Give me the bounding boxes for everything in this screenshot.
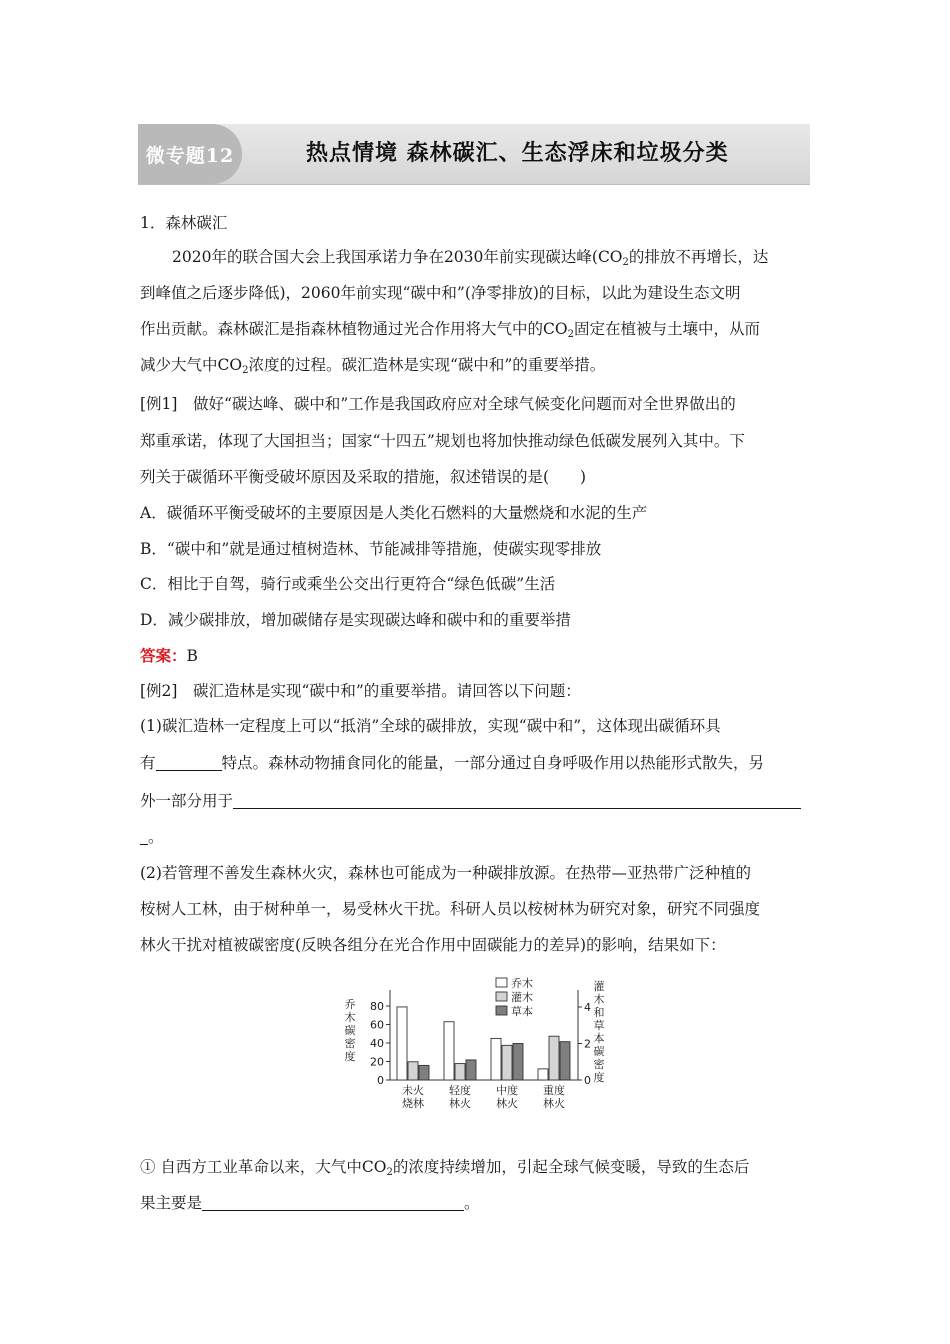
right-axis-label: 碳 [593,1045,605,1058]
legend-label: 草本 [511,1005,533,1018]
example1-line-1: [例1] 做好“碳达峰、碳中和”工作是我国政府应对全球气候变化问题而对全世界做出的 [140,395,736,413]
bar-草本 [419,1065,429,1080]
option-d: D．减少碳排放，增加碳储存是实现碳达峰和碳中和的重要举措 [140,611,571,629]
bar-乔木 [444,1022,454,1080]
answer-blank[interactable] [233,792,801,809]
right-axis-label: 灌 [593,980,605,993]
carbon-density-chart [330,970,620,1120]
intro-line-4: 减少大气中$CO_2$浓度的过程。碳汇造林是实现“碳中和”的重要举措。 [140,356,606,376]
right-tick-label: 4 [584,1001,591,1014]
question2-line-2: 桉树人工林，由于树种单一，易受林火干扰。科研人员以桉树林为研究对象，研究不同强度 [140,900,761,918]
question2-line-3: 林火干扰对植被碳密度(反映各组分在光合作用中固碳能力的差异)的影响，结果如下： [140,936,726,954]
topic-badge: 微专题12 [138,124,242,184]
left-axis-label: 碳 [344,1024,356,1037]
right-axis-label: 本 [593,1032,605,1045]
intro-line-2: 到峰值之后逐步降低)，2060年前实现“碳中和”(净零排放)的目标，以此为建设生态文明 [140,284,741,302]
answer-blank[interactable] [202,1194,464,1211]
intro-line-1: 2020年的联合国大会上我国承诺力争在2030年前实现碳达峰($CO_2$的排放不再增长，达 [172,248,769,268]
category-label: 林火 [543,1097,565,1110]
legend-label: 乔木 [511,977,533,990]
question1-line-3: 外一部分用于 [140,790,801,812]
left-axis-label: 乔 [344,998,356,1011]
section-heading: 1．森林碳汇 [140,214,228,232]
answer-value: B [186,647,198,665]
bar-灌木 [549,1036,559,1080]
question1-line-4: 。 [140,826,164,848]
bar-灌木 [502,1045,512,1080]
option-a: A．碳循环平衡受破坏的主要原因是人类化石燃料的大量燃烧和水泥的生产 [140,504,648,522]
left-axis-label: 度 [344,1050,356,1063]
answer-blank[interactable] [156,754,222,771]
right-axis-label: 草 [593,1019,605,1032]
category-label: 未火 [402,1084,424,1097]
left-tick-label: 40 [370,1037,384,1050]
legend-swatch [496,992,507,1001]
bar-草本 [466,1060,476,1080]
left-tick-label: 0 [377,1074,384,1087]
bar-乔木 [397,1007,407,1080]
bar-草本 [560,1042,570,1080]
question2-line-1: (2)若管理不善发生森林火灾，森林也可能成为一种碳排放源。在热带—亚热带广泛种植的 [140,864,751,882]
option-b: B．“碳中和”就是通过植树造林、节能减排等措施，使碳实现零排放 [140,540,602,558]
right-axis-label: 和 [593,1006,605,1019]
left-axis-label: 木 [344,1011,356,1024]
bar-灌木 [455,1064,465,1080]
page-title: 热点情境 森林碳汇、生态浮床和垃圾分类 [306,140,729,166]
right-axis-label: 密 [593,1058,605,1071]
answer-label: 答案： [140,646,187,665]
legend-label: 灌木 [511,991,533,1004]
answer [140,645,198,667]
question1-line-1: (1)碳汇造林一定程度上可以“抵消”全球的碳排放，实现“碳中和”，这体现出碳循环具 [140,717,721,735]
left-tick-label: 20 [370,1055,384,1069]
category-label: 林火 [449,1097,471,1110]
right-axis-label: 度 [593,1071,605,1084]
right-tick-label: 0 [584,1074,591,1087]
category-label: 林火 [496,1097,518,1110]
subquestion-line-2: 果主要是 。 [140,1194,480,1212]
example1-line-2: 郑重承诺，体现了大国担当；国家“十四五”规划也将加快推动绿色低碳发展列入其中。下 [140,432,745,450]
intro-line-3: 作出贡献。森林碳汇是指森林植物通过光合作用将大气中的$CO_2$固定在植被与土壤中，从而 [140,320,760,340]
example1-line-3: 列关于碳循环平衡受破坏原因及采取的措施，叙述错误的是( ) [140,468,587,486]
legend-swatch [496,978,507,987]
bar-灌木 [408,1062,418,1080]
category-label: 重度 [543,1084,565,1097]
option-c: C．相比于自驾，骑行或乘坐公交出行更符合“绿色低碳”生活 [140,575,556,593]
example2-line-1: [例2] 碳汇造林是实现“碳中和”的重要举措。请回答以下问题： [140,682,581,700]
bar-乔木 [491,1038,501,1080]
category-label: 轻度 [449,1084,471,1097]
left-tick-label: 60 [370,1018,384,1032]
category-label: 烧林 [402,1097,424,1110]
bar-乔木 [538,1069,548,1080]
subquestion-line-1: ① 自西方工业革命以来，大气中$CO_2$的浓度持续增加，引起全球气候变暖，导致的生态后 [140,1158,750,1178]
right-axis-label: 木 [593,993,605,1006]
category-label: 中度 [496,1084,518,1097]
right-tick-label: 2 [584,1037,591,1051]
legend-swatch [496,1006,507,1015]
left-tick-label: 80 [370,1000,384,1013]
left-axis-label: 密 [344,1037,356,1050]
bar-草本 [513,1044,523,1081]
question1-line-2: 有 特点。森林动物捕食同化的能量，一部分通过自身呼吸作用以热能形式散失，另 [140,754,765,772]
answer-blank[interactable] [140,828,148,845]
